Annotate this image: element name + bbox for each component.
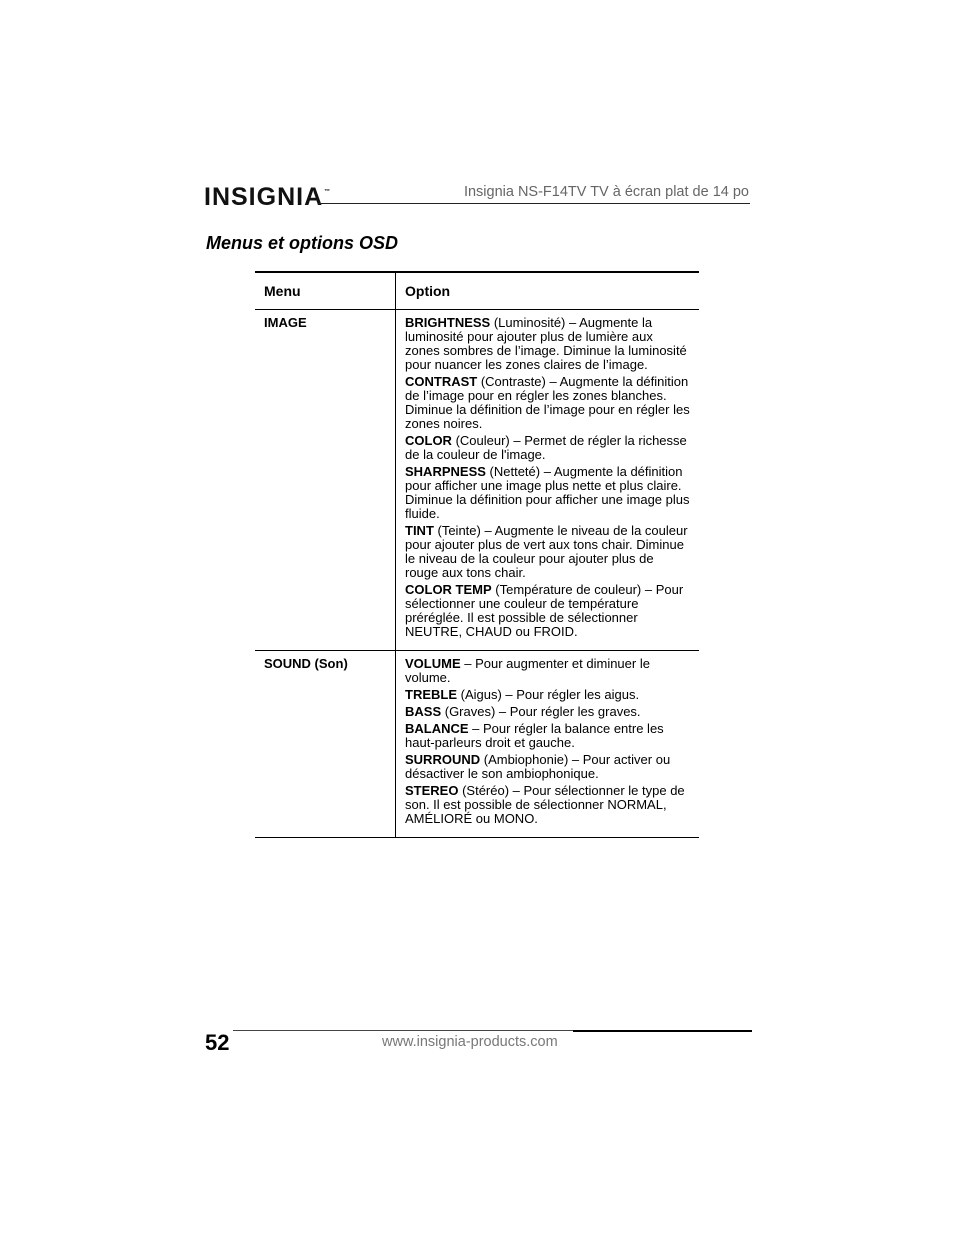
option-term: COLOR [405, 433, 452, 448]
option-term: COLOR TEMP [405, 582, 492, 597]
menu-name: IMAGE [264, 315, 307, 330]
option-entry [405, 753, 690, 781]
column-header-menu: Menu [255, 272, 396, 310]
header-divider [318, 203, 750, 204]
option-description: (Couleur) – Permet de régler la richesse de la couleur de l'image. [405, 433, 687, 462]
option-term: CONTRAST [405, 374, 478, 389]
option-description: (Stéréo) – Pour sélectionner le type de son. Il est possible de sélectionner NORMAL, AMÉLIORÉ ou MONO. [405, 783, 685, 826]
option-entry [405, 316, 690, 372]
option-term: STEREO [405, 783, 459, 798]
option-description: (Température de couleur) – Pour sélectionner une couleur de température préréglée. Il est possible de sélectionner NEUTRE, CHAUD ou FROID. [405, 582, 684, 639]
logo-trademark: ™ [324, 189, 332, 195]
option-description: (Luminosité) – Augmente la luminosité pour ajouter plus de lumière aux zones sombres de l’image. Diminue la luminosité pour nuancer les zones claires de l’image. [405, 315, 687, 372]
option-term: TINT [405, 523, 434, 538]
column-header-option: Option [405, 283, 451, 299]
menu-cell [255, 310, 396, 651]
option-description: – Pour régler la balance entre les haut-parleurs droit et gauche. [405, 721, 664, 750]
footer-url: www.insignia-products.com [382, 1034, 558, 1050]
table-row [255, 651, 699, 838]
option-entry [405, 524, 690, 580]
option-entry [405, 583, 690, 639]
option-term: BASS [405, 704, 442, 719]
option-entry [405, 688, 690, 702]
option-cell [396, 651, 700, 838]
option-term: TREBLE [405, 687, 457, 702]
option-term: VOLUME [405, 656, 461, 671]
option-entry [405, 434, 690, 462]
option-description: – Pour augmenter et diminuer le volume. [405, 656, 650, 685]
footer-divider-right [573, 1030, 752, 1032]
option-entry [405, 465, 690, 521]
option-description: (Graves) – Pour régler les graves. [441, 704, 641, 719]
menu-cell [255, 651, 396, 838]
option-description: (Teinte) – Augmente le niveau de la couleur pour ajouter plus de vert aux tons chair. Diminue le niveau de la couleur pour ajouter plus de rouge aux tons chair. [405, 523, 688, 580]
option-term: BALANCE [405, 721, 469, 736]
option-entry [405, 722, 690, 750]
logo-text: INSIGNIA [204, 183, 324, 211]
option-term: SURROUND [405, 752, 481, 767]
table-row [255, 310, 699, 651]
page-number: 52 [205, 1030, 230, 1055]
table-body [255, 310, 699, 838]
option-description: (Ambiophonie) – Pour activer ou désactiver le son ambiophonique. [405, 752, 671, 781]
option-description: (Netteté) – Augmente la définition pour afficher une image plus nette et plus claire. Diminue la définition pour afficher une image plus fluide. [405, 464, 690, 521]
option-entry [405, 657, 690, 685]
option-term: BRIGHTNESS [405, 315, 491, 330]
insignia-logo [204, 183, 331, 212]
option-term: SHARPNESS [405, 464, 486, 479]
option-description: (Aigus) – Pour régler les aigus. [457, 687, 640, 702]
option-description: (Contraste) – Augmente la définition de l’image pour en régler les zones blanches. Diminue la définition de l’image pour en régler les zones noires. [405, 374, 690, 431]
option-entry [405, 375, 690, 431]
option-entry [405, 784, 690, 826]
footer-divider-left [233, 1030, 573, 1031]
option-cell [396, 310, 700, 651]
option-entry [405, 705, 690, 719]
table-header-row [255, 272, 699, 310]
menu-name: SOUND (Son) [264, 656, 348, 671]
menu-options-table [255, 271, 699, 838]
section-title: Menus et options OSD [206, 233, 399, 253]
header-title: Insignia NS-F14TV TV à écran plat de 14 po [463, 184, 749, 200]
